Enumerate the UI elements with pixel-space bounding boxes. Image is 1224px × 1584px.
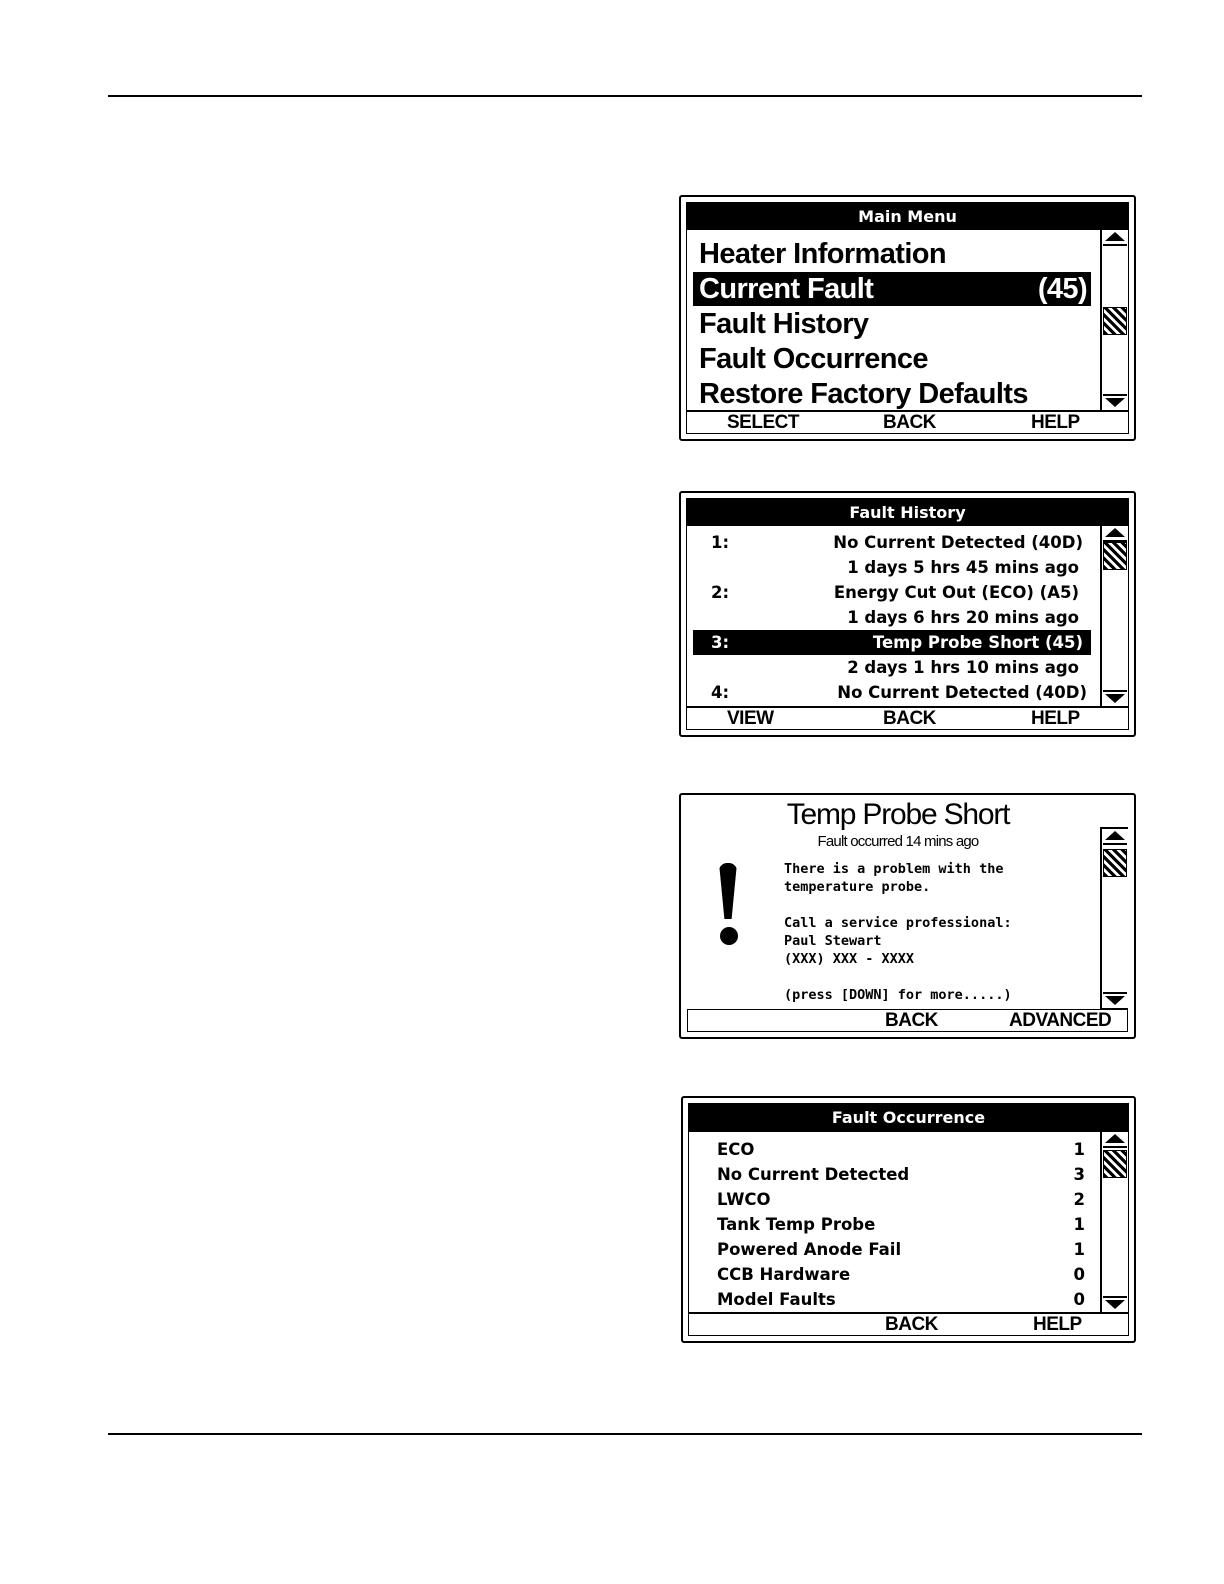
fault-type-name: No Current Detected (717, 1165, 910, 1184)
fault-history-entry-2[interactable] (693, 580, 1091, 605)
fault-history-time-3 (693, 655, 1091, 680)
fault-description-line: There is a problem with the (784, 861, 1004, 877)
scrollbar-thumb[interactable] (1103, 542, 1127, 570)
fault-title: Temp Probe Short (786, 798, 1010, 831)
scroll-up-arrow-icon[interactable] (1103, 230, 1127, 246)
menu-item-label: Heater Information (699, 238, 947, 270)
softkey-advanced[interactable]: ADVANCED (1009, 1010, 1112, 1031)
fault-count: 3 (1073, 1165, 1085, 1184)
menu-item-heater-information[interactable] (693, 237, 1091, 271)
fault-count: 0 (1073, 1265, 1085, 1284)
fault-history-entry-4[interactable] (693, 680, 1091, 705)
service-contact-name: Paul Stewart (784, 933, 882, 949)
softkey-help[interactable]: HELP (1031, 708, 1080, 729)
fault-type-name: Tank Temp Probe (717, 1215, 876, 1234)
fault-occurrence-row[interactable] (695, 1262, 1093, 1287)
entry-number: 3: (711, 633, 730, 652)
fault-occurrence-screen (681, 1096, 1136, 1343)
menu-item-label: Restore Factory Defaults (699, 378, 1028, 410)
scrollbar[interactable] (1100, 1132, 1128, 1312)
scroll-down-arrow-icon[interactable] (1103, 394, 1127, 410)
fault-name: No Current Detected (40D) (837, 683, 1087, 702)
main-menu-screen (679, 195, 1136, 441)
softkey-help[interactable]: HELP (1031, 412, 1080, 433)
fault-count: 2 (1073, 1190, 1085, 1209)
softkey-bar (689, 1312, 1128, 1335)
fault-occurrence-row[interactable] (695, 1162, 1093, 1187)
fault-time-ago: 1 days 6 hrs 20 mins ago (847, 608, 1079, 627)
softkey-back[interactable]: BACK (885, 1314, 938, 1335)
main-menu-title: Main Menu (687, 203, 1128, 230)
scroll-down-arrow-icon[interactable] (1103, 992, 1127, 1008)
fault-name: No Current Detected (40D) (833, 533, 1083, 552)
menu-item-label: Current Fault (699, 273, 874, 305)
scrollbar-thumb[interactable] (1103, 1150, 1127, 1178)
fault-occurrence-row[interactable] (695, 1187, 1093, 1212)
menu-item-fault-history[interactable] (693, 307, 1091, 341)
fault-code-badge: (45) (1037, 273, 1087, 305)
scroll-down-arrow-icon[interactable] (1103, 690, 1127, 706)
softkey-back[interactable]: BACK (885, 1010, 938, 1031)
fault-type-name: ECO (717, 1140, 755, 1159)
fault-type-name: LWCO (717, 1190, 771, 1209)
service-call-label: Call a service professional: (784, 915, 1012, 931)
service-contact-phone: (XXX) XXX - XXXX (784, 951, 915, 967)
fault-occurrence-row[interactable] (695, 1212, 1093, 1237)
scroll-down-arrow-icon[interactable] (1103, 1296, 1127, 1312)
fault-time-subtitle: Fault occurred 14 mins ago (817, 833, 979, 850)
softkey-back[interactable]: BACK (883, 708, 936, 729)
fault-history-time-2 (693, 605, 1091, 630)
fault-detail-screen (679, 793, 1136, 1039)
more-hint: (press [DOWN] for more.....) (784, 987, 1012, 1003)
fault-description-line: temperature probe. (784, 879, 931, 895)
fault-time-ago: 2 days 1 hrs 10 mins ago (847, 658, 1079, 677)
entry-number: 4: (711, 683, 730, 702)
fault-type-name: Model Faults (717, 1290, 836, 1309)
fault-name: Temp Probe Short (45) (872, 633, 1083, 652)
softkey-help[interactable]: HELP (1033, 1314, 1082, 1335)
softkey-bar (687, 410, 1128, 433)
softkey-bar (687, 706, 1128, 729)
fault-type-name: CCB Hardware (717, 1265, 851, 1284)
menu-item-label: Fault Occurrence (699, 343, 928, 375)
main-menu-display (686, 202, 1129, 434)
fault-name: Energy Cut Out (ECO) (A5) (833, 583, 1079, 602)
fault-count: 1 (1073, 1140, 1085, 1159)
fault-type-name: Powered Anode Fail (717, 1240, 902, 1259)
footer-rule (108, 1433, 1142, 1435)
menu-item-restore-factory-defaults[interactable] (693, 377, 1091, 411)
scroll-up-arrow-icon[interactable] (1103, 526, 1127, 542)
fault-history-screen (679, 491, 1136, 737)
fault-count: 0 (1073, 1290, 1085, 1309)
fault-history-time-1 (693, 555, 1091, 580)
fault-history-display (686, 498, 1129, 730)
fault-occurrence-row[interactable] (695, 1237, 1093, 1262)
fault-occurrence-row[interactable] (695, 1287, 1093, 1312)
fault-history-entry-3[interactable] (693, 630, 1091, 655)
scrollbar[interactable] (1100, 827, 1128, 1010)
entry-number: 1: (711, 533, 730, 552)
scrollbar[interactable] (1100, 230, 1128, 410)
scrollbar-thumb[interactable] (1103, 849, 1127, 877)
fault-count: 1 (1073, 1215, 1085, 1234)
fault-history-entry-1[interactable] (693, 530, 1091, 555)
header-rule (108, 95, 1142, 97)
scrollbar-thumb[interactable] (1103, 307, 1127, 335)
scrollbar[interactable] (1100, 526, 1128, 706)
softkey-back[interactable]: BACK (883, 412, 936, 433)
fault-occurrence-display (688, 1103, 1129, 1336)
fault-count: 1 (1073, 1240, 1085, 1259)
entry-number: 2: (711, 583, 730, 602)
scroll-up-arrow-icon[interactable] (1103, 829, 1127, 845)
scroll-up-arrow-icon[interactable] (1103, 1132, 1127, 1148)
softkey-view[interactable]: VIEW (727, 708, 774, 729)
menu-item-current-fault[interactable] (693, 272, 1091, 306)
fault-time-ago: 1 days 5 hrs 45 mins ago (847, 558, 1079, 577)
softkey-select[interactable]: SELECT (727, 412, 799, 433)
menu-item-label: Fault History (699, 308, 869, 340)
warning-exclamation-icon (709, 855, 749, 955)
fault-history-title: Fault History (687, 499, 1128, 526)
menu-item-fault-occurrence[interactable] (693, 342, 1091, 376)
softkey-bar (687, 1009, 1128, 1032)
fault-occurrence-row[interactable] (695, 1137, 1093, 1162)
fault-occurrence-title: Fault Occurrence (689, 1104, 1128, 1132)
